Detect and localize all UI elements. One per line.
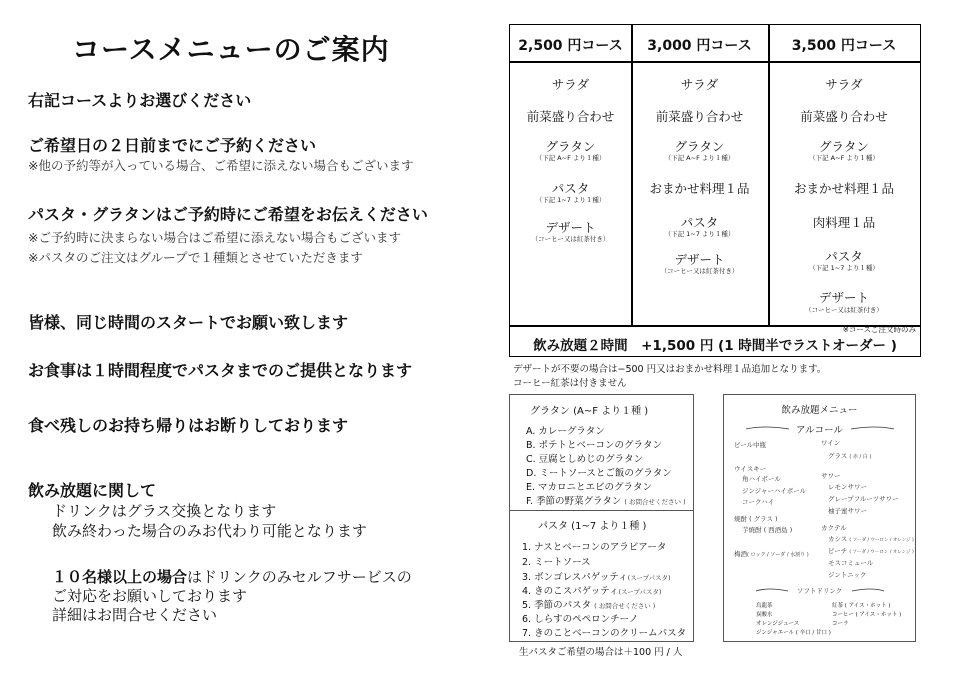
drink-item: ジンジャエール ( 辛口 / 甘口 ) (756, 630, 831, 636)
course-item-note: （下記 A~F より１種） (664, 154, 735, 162)
info-line-no-takeaway: 食べ残しのお持ち帰りはお断りしております (28, 416, 349, 435)
drink-item: ジントニック (828, 571, 867, 579)
course-item: パスタ (680, 215, 719, 230)
course-item-note: （下記 1~7 より１種） (535, 196, 606, 204)
drink-policy-line: ドリンクはグラス交換となります (52, 502, 277, 520)
pasta-item (522, 583, 661, 597)
group-policy-bold: １０名様以上の場合 (52, 568, 188, 586)
drink-item: 角ハイボール (742, 475, 781, 483)
info-line-pasta-gratin: パスタ・グラタンはご予約時にご希望をお伝えください (28, 205, 428, 224)
drink-note: ( 赤 / 白 ) (849, 454, 872, 460)
course-item-note: （コーヒー又は紅茶付き） (660, 267, 739, 275)
drink-item: 烏龍茶 (756, 603, 773, 609)
course-item: 前菜盛り合わせ (800, 109, 888, 124)
pasta-item: 1. ナスとベーコンのアラビアータ (522, 542, 667, 553)
course-item: 前菜盛り合わせ (526, 109, 615, 124)
gratin-item-label: F. 季節の野菜グラタン (526, 496, 622, 507)
pasta-item-label: 3. ボンゴレスパゲッティ (522, 572, 628, 583)
drink-category-beer: ビール中瓶 (734, 441, 767, 449)
pasta-item-note: ( お問合せください ) (594, 602, 656, 610)
drink-item: コークハイ (742, 498, 775, 506)
drink-note: ( ソーダ / ウーロン / オレンジ ) (849, 550, 914, 555)
gratin-item-note: ( お問合せください ) (624, 498, 686, 506)
info-note-other-reservations: ※他の予約等が入っている場合、ご希望に添えない場合もございます (28, 158, 414, 173)
gratin-item: D. ミートソースとご飯のグラタン (526, 468, 672, 479)
drink-note: ( ロック / ソーダ / 水割り ) (747, 552, 809, 558)
course-item-note: （下記 1~7 より１種） (664, 230, 735, 238)
drink-menu-title: 飲み放題メニュー (781, 405, 858, 416)
pasta-item (522, 597, 655, 611)
gratin-pasta-box (509, 394, 694, 642)
drink-item: 炭酸水 (756, 612, 773, 618)
course-item: 前菜盛り合わせ (655, 109, 744, 124)
drink-category-wine: ワイン (821, 439, 841, 447)
page-title: コースメニューのご案内 (72, 33, 390, 66)
group-policy-line: 詳細はお問合せください (52, 606, 218, 624)
drink-item: コーヒー ( アイス・ホット ) (832, 612, 902, 618)
info-note-undecided: ※ご予約時に決まらない場合はご希望に添えない場合もございます (28, 230, 401, 245)
course-title: 2,500 円コース (518, 38, 623, 54)
drink-category-cocktail: カクテル (821, 524, 847, 532)
pasta-item-note: (スープパスタ) (627, 574, 671, 582)
soft-drink-heading: ソフトドリンク (796, 587, 843, 595)
drink-item (828, 534, 914, 543)
course-item: 肉料理１品 (812, 215, 876, 230)
dessert-note: コーヒー紅茶は付きません (513, 378, 627, 389)
course-item: パスタ (825, 249, 863, 264)
drink-item: コーラ (832, 621, 849, 627)
course-item: パスタ (551, 181, 590, 196)
course-item: サラダ (551, 77, 590, 92)
group-policy-rest: はドリンクのみセルフサービスの (187, 568, 412, 586)
drink-item: モスコミュール (828, 559, 874, 567)
pasta-item-note: (スープパスタ) (618, 588, 662, 596)
drink-category-whisky: ウイスキー (734, 465, 767, 473)
course-item: グラタン (545, 139, 596, 154)
drink-policy-line: 飲み終わった場合のみお代わり可能となります (52, 522, 367, 540)
course-item-note: （下記 1~7 より１種） (809, 264, 879, 272)
drink-category-shochu: 焼酎 ( グラス ) (734, 515, 778, 523)
course-title: 3,000 円コース (647, 38, 752, 54)
gratin-item (526, 493, 686, 507)
drink-policy-heading: 飲み放題に関して (28, 481, 157, 500)
drink-item: ジンジャーハイボール (742, 487, 807, 495)
course-item: グラタン (674, 139, 725, 154)
course-column-3500 (768, 25, 920, 325)
drink-note: ( ソーダ / ウーロン / オレンジ ) (849, 538, 914, 543)
drink-item: 紅茶 ( アイス・ホット ) (832, 603, 891, 609)
course-item: サラダ (825, 77, 863, 92)
drink-item (828, 546, 914, 555)
course-item-note: （下記 A~F より１種） (535, 154, 606, 162)
pasta-item-label: 4. きのこスパゲッティ (522, 586, 619, 597)
dessert-note: デザートが不要の場合は−500 円又はおまかせ料理１品追加となります。 (513, 364, 827, 375)
drink-category-umeshu (734, 549, 809, 558)
course-item-note: （コーヒー又は紅茶付き） (531, 235, 610, 243)
course-table (509, 24, 921, 357)
course-item: おまかせ料理１品 (649, 181, 750, 196)
drink-item-label: グラス (828, 452, 848, 460)
drink-item: レモンサワー (828, 483, 867, 491)
drink-category-label: 梅酒 (734, 550, 747, 558)
table-course-only-note: ※コースご注文時のみ (842, 325, 916, 334)
pasta-title: パスタ (1~7 より１種 ) (538, 521, 647, 532)
course-item: デザート (545, 220, 596, 235)
pasta-item-label: 5. 季節のパスタ (522, 600, 592, 611)
group-policy-line (52, 566, 412, 587)
pasta-item: 2. ミートソース (522, 557, 591, 568)
gratin-item: A. カレーグラタン (526, 426, 605, 437)
info-line-meal-duration: お食事は１時間程度でパスタまでのご提供となります (28, 361, 413, 380)
course-column-2500 (510, 25, 631, 325)
course-item: サラダ (680, 77, 719, 92)
course-column-3000 (631, 25, 768, 325)
info-line-reserve-deadline: ご希望日の２日前までにご予約ください (28, 136, 317, 155)
gratin-title: グラタン (A~F より１種 ) (530, 406, 649, 417)
course-item: デザート (818, 290, 869, 305)
drink-item-label: カシス (828, 535, 848, 543)
course-title: 3,500 円コース (791, 38, 897, 54)
course-item-note: （コーヒー又は紅茶付き） (805, 306, 883, 314)
info-note-pasta-group: ※パスタのご注文はグループで１種類とさせていただきます (28, 250, 363, 265)
drink-item (828, 451, 871, 460)
drink-category-sour: サワー (821, 472, 841, 480)
info-line-select-course: 右記コースよりお選びください (28, 91, 252, 110)
drink-item: オレンジジュース (756, 621, 800, 627)
fresh-pasta-note: 生パスタご希望の場合は＋100 円 / 人 (519, 647, 683, 658)
course-item: デザート (674, 252, 725, 267)
pasta-item: 7. きのことベーコンのクリームパスタ (522, 628, 687, 639)
drink-item: 柚子蜜サワー (828, 507, 867, 515)
course-item: おまかせ料理１品 (793, 181, 894, 196)
gratin-item: B. ポテトとベーコンのグラタン (526, 440, 662, 451)
alcohol-heading: アルコール (796, 425, 843, 436)
group-policy-line: ご対応をお願いしております (52, 587, 248, 605)
drink-item: グレープフルーツサワー (828, 495, 899, 503)
info-line-same-start: 皆様、同じ時間のスタートでお願い致します (28, 313, 349, 332)
course-item: グラタン (819, 139, 869, 154)
course-item-note: （下記 A~F より１種） (809, 154, 879, 162)
gratin-item: E. マカロニとエビのグラタン (526, 482, 652, 493)
pasta-item: 6. しらすのペペロンチーノ (522, 614, 639, 625)
drink-item-label: ピーチ (828, 547, 848, 555)
gratin-item: C. 豆腐としめじのグラタン (526, 454, 644, 465)
drink-item: 芋焼酎 ( 西酒島 ) (742, 526, 793, 534)
all-you-can-drink-option: 飲み放題２時間 +1,500 円 (1 時間半でラストオーダー ) (533, 338, 897, 354)
pasta-item (522, 569, 671, 583)
drink-menu-box (723, 394, 916, 642)
box-divider (510, 510, 693, 511)
